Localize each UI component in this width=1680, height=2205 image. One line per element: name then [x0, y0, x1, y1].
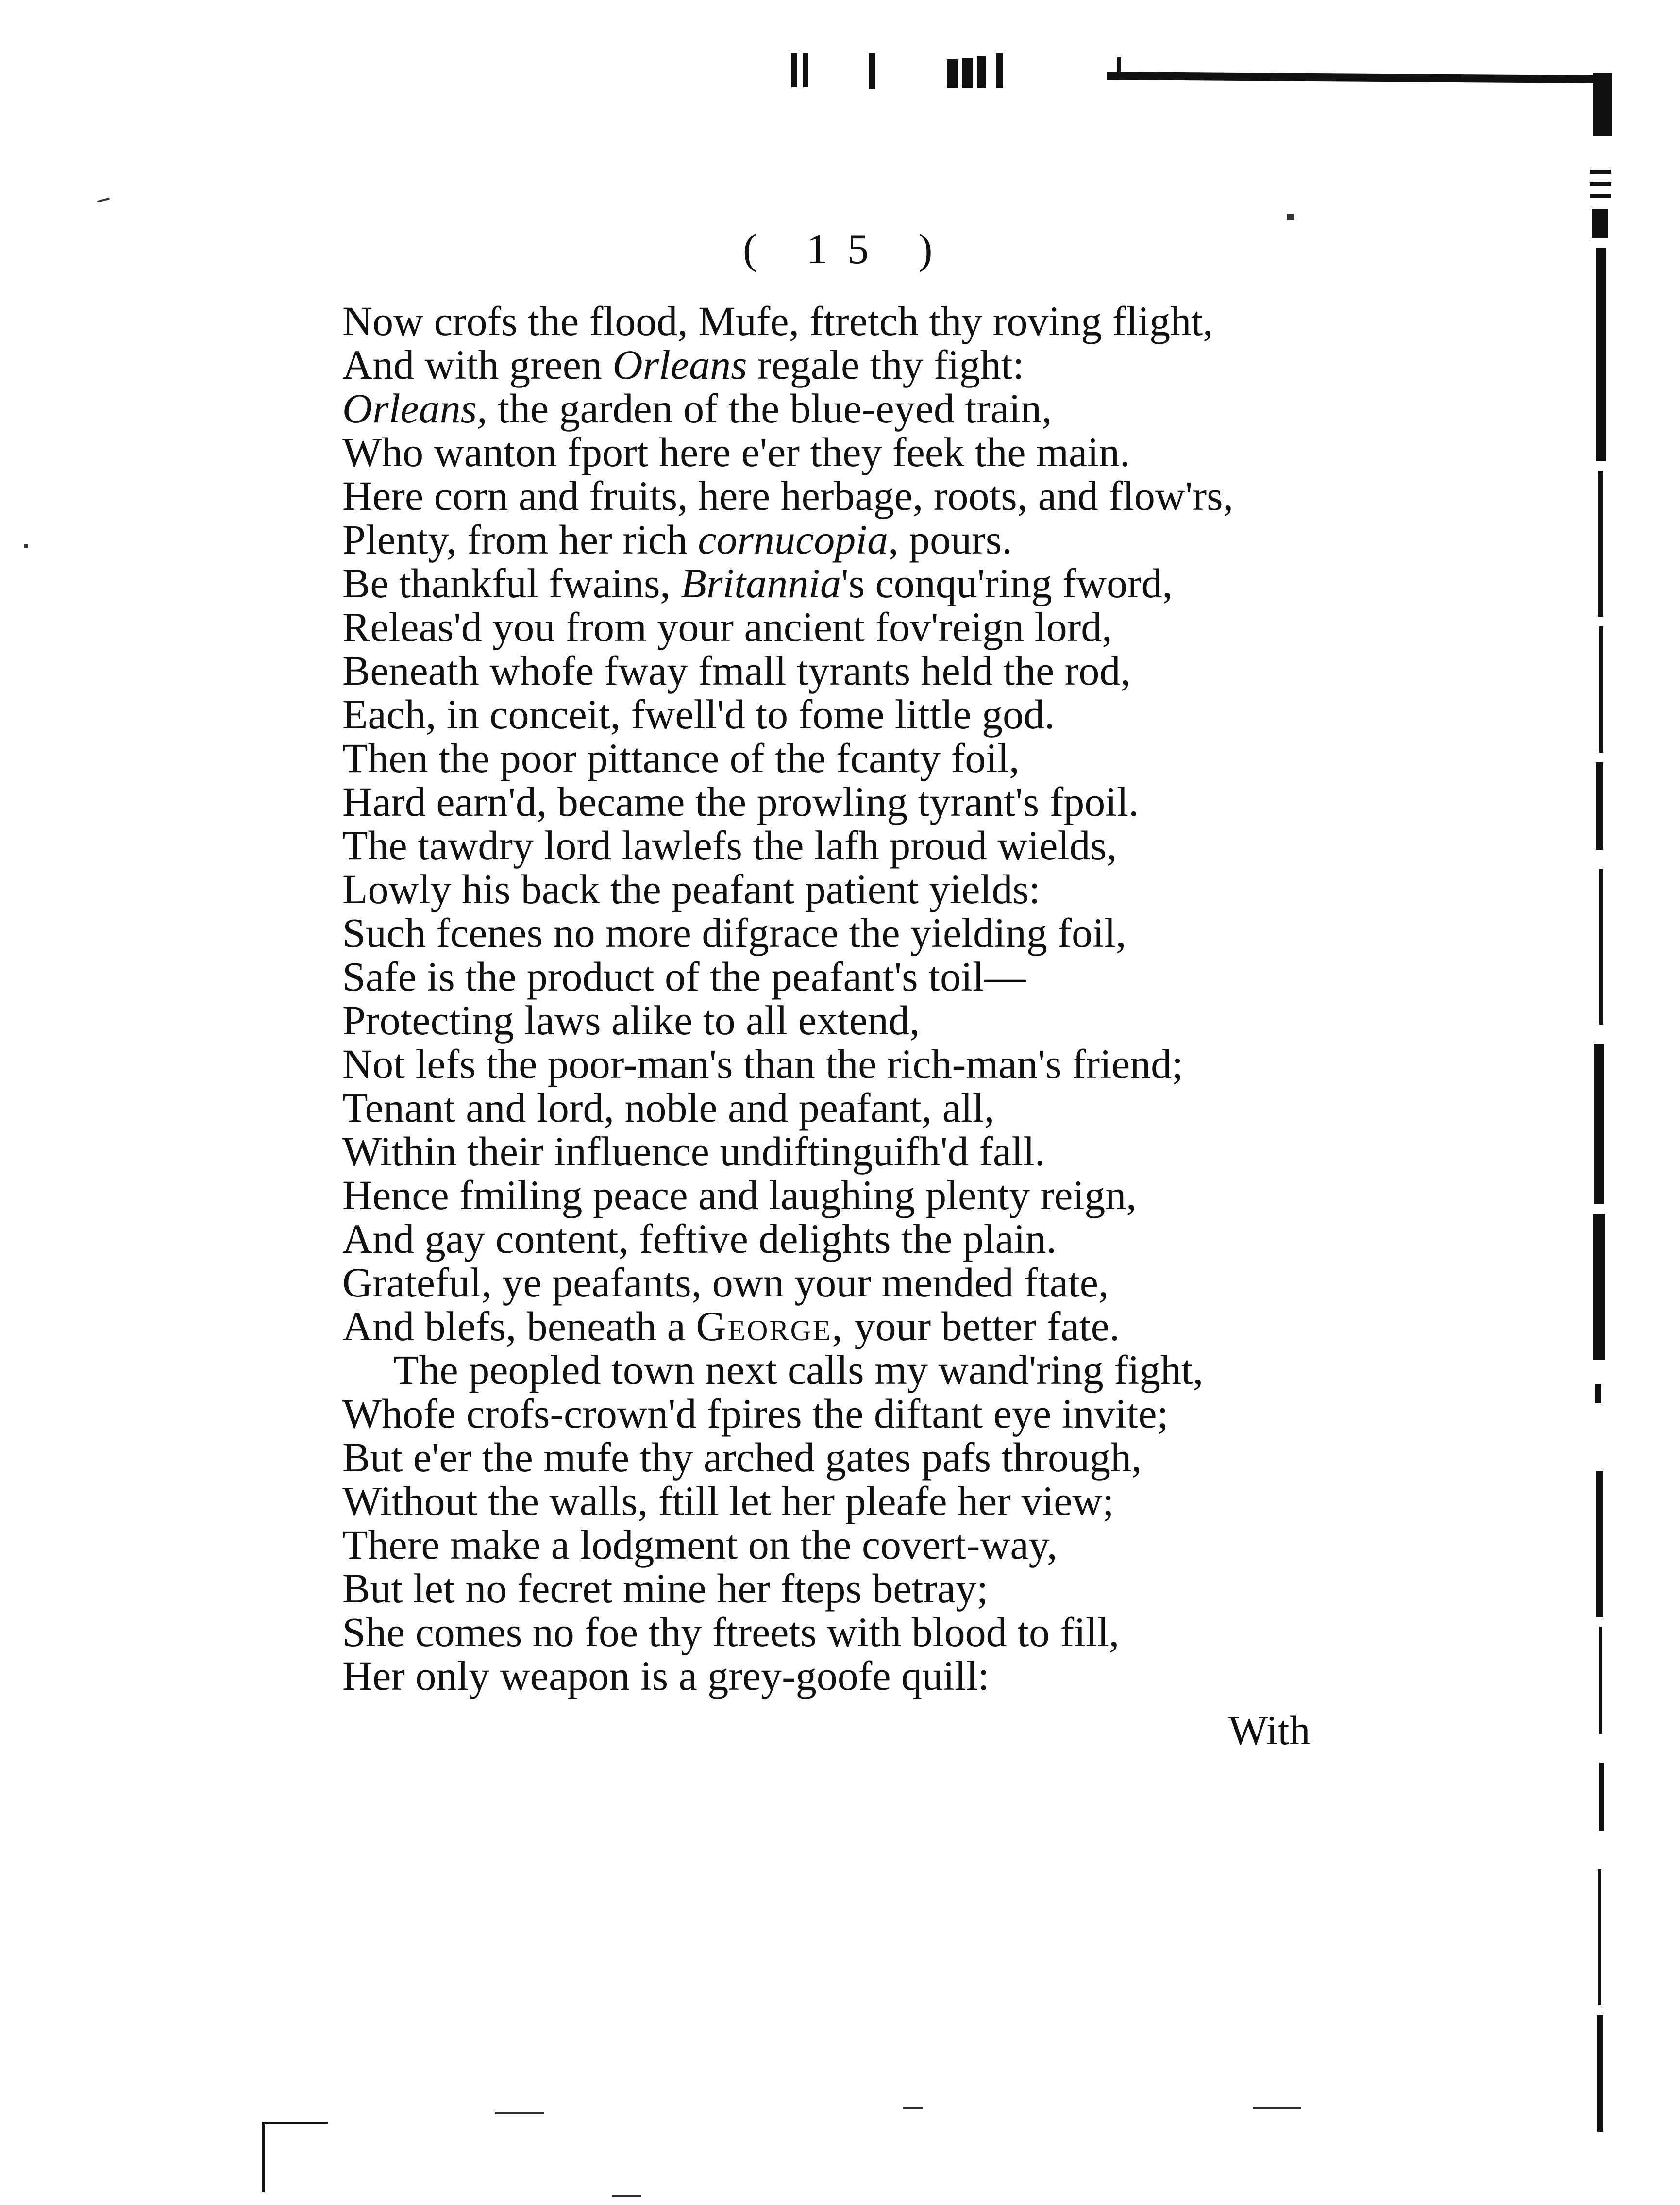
- poem-line: The tawdry lord lawlefs the lafh proud wields,: [342, 822, 1117, 869]
- poem-line: Be thankful fwains, Britannia's conqu'ring fword,: [342, 560, 1173, 606]
- scan-speck: [97, 198, 110, 203]
- poem-line: But e'er the mufe thy arched gates pafs through,: [342, 1434, 1142, 1481]
- poem-line: Protecting laws alike to all extend,: [342, 997, 920, 1044]
- poem-line: Whofe crofs-crown'd fpires the diftant eye invite;: [342, 1390, 1169, 1437]
- scan-speck: [1253, 2107, 1301, 2109]
- scan-speck: [495, 2112, 544, 2114]
- poem-line: Now crofs the flood, Mufe, ftretch thy roving flight,: [342, 298, 1213, 344]
- poem-line: Her only weapon is a grey-goofe quill:: [342, 1652, 990, 1699]
- scan-artifact-tick: [1117, 57, 1121, 74]
- poem-line: Beneath whofe fway fmall tyrants held the rod,: [342, 647, 1131, 694]
- scan-artifact-rule: [1107, 72, 1602, 83]
- poem-line: Orleans, the garden of the blue-eyed train,: [342, 385, 1052, 432]
- poem-line: Grateful, ye peafants, own your mended ftate,: [342, 1259, 1109, 1306]
- poem-line: But let no fecret mine her fteps betray;: [342, 1565, 989, 1612]
- poem-line: And gay content, feftive delights the plain.: [342, 1215, 1057, 1262]
- scan-artifact-marks: [787, 53, 1029, 92]
- poem-line: Lowly his back the peafant patient yields:: [342, 866, 1041, 912]
- poem-line: Hence fmiling peace and laughing plenty reign,: [342, 1172, 1137, 1218]
- poem-line: Releas'd you from your ancient fov'reign lord,: [342, 604, 1112, 650]
- poem-line: Here corn and fruits, here herbage, roots, and flow'rs,: [342, 472, 1234, 519]
- poem-line: Within their influence undiftinguifh'd fall.: [342, 1128, 1045, 1175]
- binding-edge-artifact: [1588, 73, 1622, 2073]
- scan-speck: [903, 2107, 923, 2109]
- poem-line: And blefs, beneath a George, your better fate.: [342, 1303, 1120, 1349]
- poem-line: Tenant and lord, noble and peafant, all,: [342, 1084, 995, 1131]
- poem-line: Not lefs the poor-man's than the rich-man's friend;: [342, 1041, 1184, 1087]
- poem-line: The peopled town next calls my wand'ring fight,: [393, 1347, 1204, 1393]
- poem-line: Each, in conceit, fwell'd to fome little god.: [342, 691, 1055, 738]
- scan-speck: [1287, 214, 1294, 220]
- scan-speck: [24, 544, 28, 548]
- catchword: With: [1228, 1707, 1310, 1753]
- poem-line: Plenty, from her rich cornucopia, pours.: [342, 516, 1012, 563]
- scan-speck: [612, 2195, 641, 2197]
- poem-line: Hard earn'd, became the prowling tyrant's fpoil.: [342, 778, 1139, 825]
- poem-line: Such fcenes no more difgrace the yielding foil,: [342, 909, 1126, 956]
- page-number: ( 15 ): [743, 226, 952, 273]
- poem-line: There make a lodgment on the covert-way,: [342, 1521, 1058, 1568]
- poem-line: She comes no foe thy ftreets with blood to fill,: [342, 1609, 1120, 1655]
- poem-line: Then the poor pittance of the fcanty foil,: [342, 735, 1020, 781]
- poem-line: Who wanton fport here e'er they feek the main.: [342, 429, 1130, 475]
- poem-text: [342, 299, 1459, 1698]
- scan-corner-mark: [262, 2122, 328, 2192]
- poem-line: Safe is the product of the peafant's toil—: [342, 953, 1026, 1000]
- poem-line: Without the walls, ftill let her pleafe her view;: [342, 1478, 1114, 1524]
- poem-line: And with green Orleans regale thy fight:: [342, 341, 1025, 388]
